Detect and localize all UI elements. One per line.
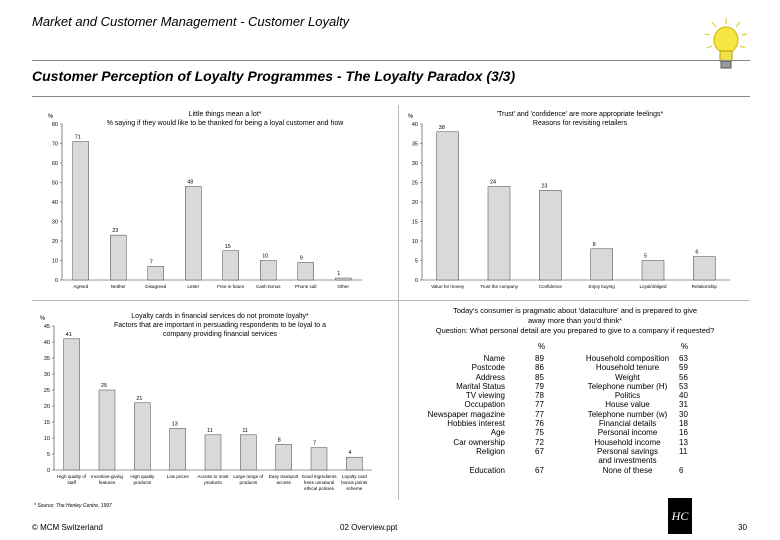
table-value: 59 [679, 363, 688, 373]
category-label: bonus points [341, 480, 368, 485]
bar [110, 235, 126, 280]
category-label: Neither [110, 284, 126, 289]
chart2-title-line: 'Trust' and 'confidence' are more appropriate feelings* [496, 111, 664, 118]
y-tick-label: 30 [51, 219, 58, 226]
y-tick-label: 25 [43, 388, 50, 394]
y-tick-label: 10 [43, 436, 50, 442]
y-tick-label: 10 [411, 239, 418, 245]
table-item: Postcode [471, 363, 505, 373]
table-value: 89 [535, 354, 544, 363]
table-item: Occupation [464, 400, 505, 410]
chart3-financial-loyalty [32, 310, 392, 500]
table-item: Household income [594, 437, 661, 447]
y-tick-label: 35 [411, 141, 418, 148]
chart1-title-line: Little things mean a lot* [188, 111, 262, 118]
category-label: Loyalty card [341, 474, 367, 479]
table-item [420, 456, 505, 465]
category-label: Low prices [166, 474, 189, 479]
y-tick-label: 80 [51, 122, 58, 128]
data-label: 8 [277, 437, 281, 444]
bar [260, 261, 276, 281]
bar [170, 428, 186, 470]
category-label: Easy transport [268, 474, 299, 479]
table-value: 85 [535, 372, 544, 382]
pct-header-right: % [681, 342, 689, 351]
bar [148, 266, 164, 280]
y-tick-label: 20 [43, 404, 50, 410]
divider [32, 96, 750, 97]
table-value [535, 456, 555, 465]
category-label: products [239, 480, 258, 485]
category-label: Good ingredients [301, 474, 337, 479]
y-tick-label: 40 [411, 122, 418, 128]
category-label: Loyal/obliged [639, 284, 667, 289]
bar [73, 142, 89, 280]
y-tick-label: 25 [411, 180, 418, 187]
file-name: 02 Overview.ppt [340, 523, 398, 532]
unit-label: % [48, 114, 54, 120]
table-item: Education [469, 465, 505, 475]
bar [642, 261, 664, 281]
category-label: Incentive-giving [91, 474, 123, 479]
table-item: Address [475, 372, 505, 382]
category-label: Disagreed [145, 284, 167, 289]
chart3-title-line: company providing financial services [163, 331, 277, 338]
bar [99, 390, 115, 470]
category-label: staff [67, 480, 76, 485]
y-tick-label: 0 [54, 278, 58, 284]
table-value: 18 [679, 419, 688, 429]
data-label: 6 [695, 249, 699, 256]
table-value: 77 [535, 400, 544, 410]
y-tick-label: 30 [411, 161, 418, 167]
table-value: 13 [679, 437, 688, 447]
data-label: 15 [224, 243, 231, 250]
table-item: Household composition [585, 354, 670, 363]
category-label: Agreed [73, 284, 89, 289]
category-label: Phone call [295, 284, 317, 289]
page-number: 30 [738, 523, 747, 532]
table-value: 30 [679, 409, 688, 419]
category-label: Trust the company [480, 284, 518, 289]
table-item: Name [483, 354, 505, 363]
divider [398, 105, 399, 500]
y-tick-label: 5 [46, 452, 50, 458]
divider [32, 300, 750, 301]
y-tick-label: 70 [51, 141, 58, 148]
chart3-title-line: Factors that are important in persuading respondents to be loyal to a [113, 322, 327, 329]
table-right-items [570, 354, 685, 475]
chart2-title-line: Reasons for revisiting retailers [532, 120, 628, 127]
table-left-values [535, 354, 555, 475]
bar [134, 403, 150, 470]
chart3-title-line: Loyalty cards in financial services do not promote loyalty* [131, 313, 309, 320]
category-label: Access to most [197, 474, 229, 479]
table-value: 77 [535, 409, 544, 419]
data-label: 41 [65, 331, 72, 338]
data-label: 24 [490, 179, 497, 186]
category-label: features [98, 480, 116, 485]
table-right-values [679, 354, 699, 475]
data-label: 11 [242, 427, 249, 434]
table-value: 86 [535, 363, 544, 373]
y-tick-label: 40 [51, 200, 58, 206]
table-item: and investments [598, 456, 657, 466]
table-item: Telephone number (H) [587, 381, 668, 391]
table-value: 11 [679, 446, 688, 456]
category-label: Relationship [691, 284, 717, 289]
category-label: Confidence [538, 284, 562, 289]
category-label: Free in future [217, 284, 245, 289]
table-item: Politics [614, 391, 641, 401]
chart2-revisit-reasons [400, 108, 750, 298]
table-item: Age [490, 428, 505, 438]
table-value: 79 [535, 381, 544, 391]
category-label: ethical policies [304, 486, 334, 491]
bar [335, 278, 351, 280]
y-tick-label: 0 [46, 468, 50, 474]
table-item: Personal savings [597, 446, 658, 456]
bar [488, 186, 510, 280]
table-header-line: Question: What personal detail are you prepared to give to a company if requested? [435, 326, 715, 335]
category-label: Enjoy buying [588, 284, 615, 289]
table-value: 67 [535, 446, 544, 456]
category-label: Large range of [233, 474, 264, 479]
table-item: Personal income [597, 428, 658, 438]
bar [311, 448, 327, 470]
section-title: Market and Customer Management - Customer Loyalty [32, 14, 350, 29]
bar [437, 132, 459, 280]
bar [298, 262, 314, 280]
data-label: 7 [149, 259, 153, 266]
y-tick-label: 20 [51, 239, 58, 245]
y-tick-label: 15 [411, 219, 418, 226]
table-item: House value [605, 400, 650, 410]
chart1-loyal-thanks [32, 108, 392, 298]
category-label: products [204, 480, 222, 485]
y-tick-label: 15 [43, 420, 50, 426]
table-item: Weight [615, 372, 640, 382]
y-tick-label: 45 [43, 324, 50, 330]
bar [205, 435, 221, 470]
table-value: 76 [535, 419, 544, 429]
table-left-items [420, 354, 505, 475]
bar [185, 186, 201, 280]
y-tick-label: 50 [51, 180, 58, 187]
data-label: 25 [101, 383, 108, 389]
data-label: 71 [74, 134, 81, 141]
category-label: Cash bonus [255, 284, 281, 289]
bar [693, 257, 715, 280]
divider [32, 60, 750, 61]
company-logo: HC [668, 498, 692, 534]
y-tick-label: 35 [43, 356, 50, 362]
y-tick-label: 40 [43, 340, 50, 346]
category-label: scheme [346, 486, 363, 491]
table-item: TV viewing [465, 391, 505, 401]
table-item: Financial details [598, 419, 657, 429]
source-note: * Source: The Henley Centre, 1997 [34, 503, 112, 509]
table-item: Newspaper magazine [427, 409, 505, 419]
table-value [679, 456, 699, 465]
data-label: 38 [438, 124, 445, 131]
table-item: Car ownership [453, 437, 505, 447]
table-item: Telephone number (w) [587, 409, 668, 419]
copyright: © MCM Switzerland [32, 523, 103, 532]
table-header [405, 306, 745, 336]
category-label: High quality of [57, 474, 87, 479]
bar [223, 251, 239, 280]
table-value: 40 [679, 391, 688, 401]
y-tick-label: 0 [414, 278, 418, 284]
table-value: 31 [679, 400, 688, 410]
table-item: Religion [476, 446, 505, 456]
bar [276, 444, 292, 470]
category-label: products [133, 480, 152, 485]
unit-label: % [408, 114, 414, 120]
data-label: 23 [541, 183, 548, 190]
table-value: 53 [679, 381, 688, 391]
bar [64, 339, 80, 470]
table-value: 6 [679, 465, 684, 475]
unit-label: % [40, 316, 46, 322]
table-item: Marital Status [456, 381, 505, 391]
data-label: 23 [112, 228, 119, 235]
y-tick-label: 30 [43, 372, 50, 378]
table-value: 75 [535, 428, 544, 438]
table-value: 67 [535, 465, 544, 475]
data-label: 10 [262, 253, 269, 260]
category-label: access [276, 480, 291, 485]
table-value: 72 [535, 437, 544, 447]
y-tick-label: 10 [51, 258, 58, 265]
chart1-title-line: % saying if they would like to be thanked for being a loyal customer and how [106, 120, 344, 127]
data-label: 13 [171, 421, 178, 428]
table-value: 63 [679, 354, 688, 363]
table-item: Household tenure [595, 363, 660, 373]
data-label: 7 [313, 440, 317, 447]
bar [346, 457, 362, 470]
table-value: 16 [679, 428, 688, 438]
data-label: 48 [187, 179, 194, 186]
bar [240, 435, 256, 470]
data-label: 1 [337, 271, 341, 278]
pct-header-left: % [538, 342, 546, 351]
data-label: 21 [136, 395, 143, 402]
bar [539, 190, 561, 280]
page-title: Customer Perception of Loyalty Programmes - The Loyalty Paradox (3/3) [32, 68, 516, 84]
data-label: 8 [592, 241, 596, 248]
y-tick-label: 20 [411, 200, 418, 206]
category-label: Other [337, 284, 349, 289]
category-label: High quality [130, 474, 155, 479]
table-item: None of these [602, 465, 653, 475]
data-label: 4 [348, 450, 352, 457]
table-item: Hobbies interest [447, 419, 505, 429]
y-tick-label: 5 [414, 258, 418, 265]
data-label: 5 [644, 253, 648, 260]
category-label: Value for money [431, 284, 465, 289]
y-tick-label: 60 [51, 161, 58, 167]
data-label: 11 [207, 427, 213, 434]
bar [591, 249, 613, 280]
data-label: 9 [299, 255, 303, 262]
category-label: Letter [187, 284, 200, 289]
lightbulb-icon [704, 18, 748, 72]
table-value: 56 [679, 372, 688, 382]
table-header-line: Today's consumer is pragmatic about 'dataculture' and is prepared to give [452, 306, 697, 315]
table-header-line: away more than you'd think* [528, 316, 622, 325]
category-label: frees unnatural [303, 480, 335, 485]
table-value: 78 [535, 391, 544, 401]
